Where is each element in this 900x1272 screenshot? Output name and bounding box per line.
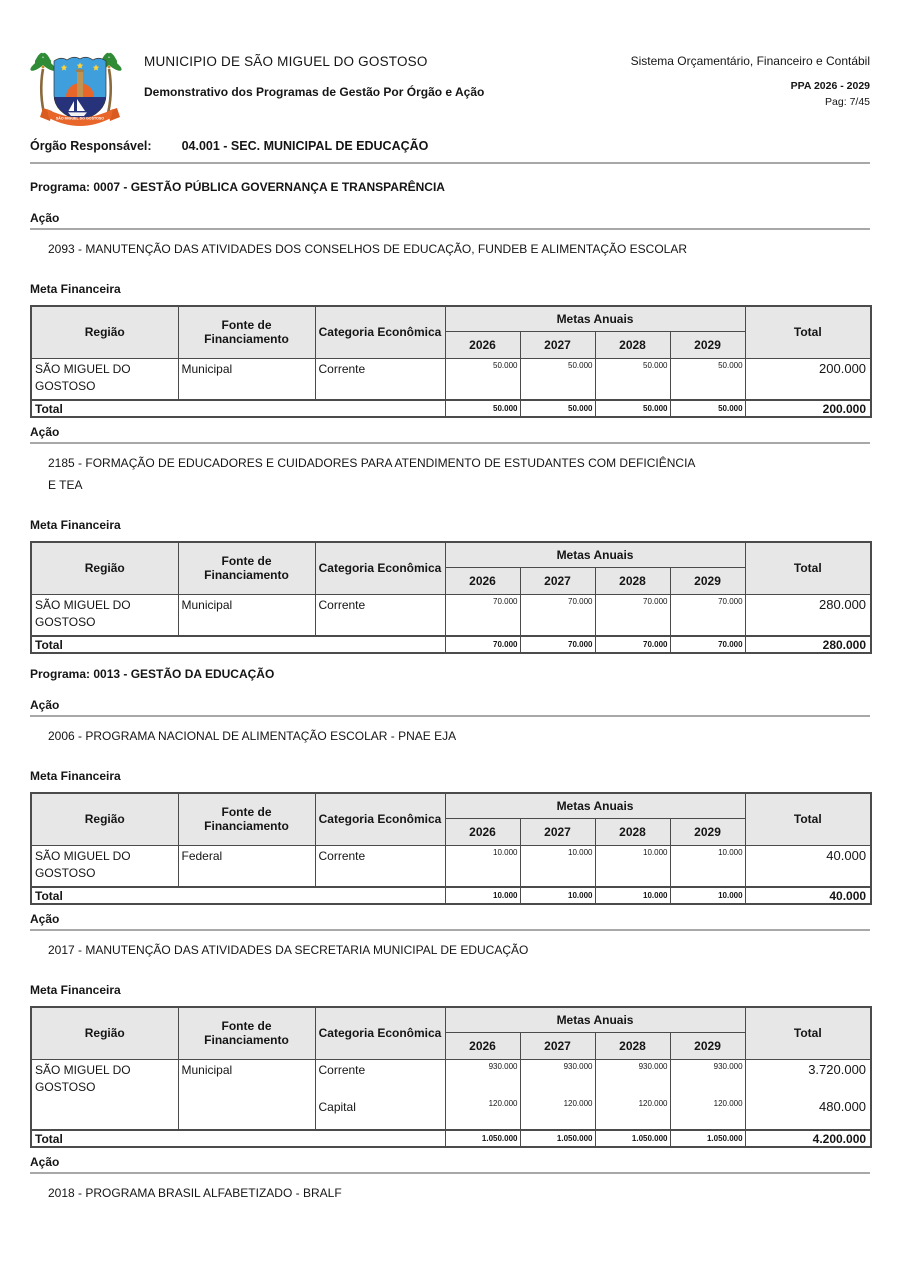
categoria-cell: Capital <box>315 1097 445 1130</box>
value-cell: 70.000 <box>670 594 745 636</box>
municipality-name: MUNICIPIO DE SÃO MIGUEL DO GOSTOSO <box>144 54 428 69</box>
meta-financeira-table <box>30 305 872 418</box>
acao-heading: Ação <box>30 425 60 439</box>
total-value-cell: 50.000 <box>520 400 595 417</box>
shield-icon <box>54 54 106 123</box>
value-cell: 50.000 <box>670 358 745 400</box>
col-header-metas-anuais: Metas Anuais <box>445 542 745 567</box>
total-value-cell: 50.000 <box>595 400 670 417</box>
categoria-cell: Corrente <box>315 594 445 636</box>
col-header-metas-anuais: Metas Anuais <box>445 1007 745 1032</box>
col-header-regiao: Região <box>31 1007 178 1059</box>
table-row <box>31 358 871 400</box>
organ-value: 04.001 - SEC. MUNICIPAL DE EDUCAÇÃO <box>181 139 429 153</box>
total-value-cell: 70.000 <box>670 636 745 653</box>
col-header-year: 2027 <box>520 567 595 594</box>
total-row <box>31 636 871 653</box>
categoria-cell: Corrente <box>315 358 445 400</box>
col-header-year: 2029 <box>670 567 745 594</box>
acao-heading: Ação <box>30 698 60 712</box>
value-cell: 70.000 <box>595 594 670 636</box>
total-value-cell: 70.000 <box>445 636 520 653</box>
acao-title: 2093 - MANUTENÇÃO DAS ATIVIDADES DOS CONSELHOS DE EDUCAÇÃO, FUNDEB E ALIMENTAÇÃO ESCOLAR <box>48 242 688 256</box>
col-header-year: 2029 <box>670 331 745 358</box>
grand-total-cell: 4.200.000 <box>745 1130 871 1147</box>
acao-heading: Ação <box>30 912 60 926</box>
table-row <box>31 845 871 887</box>
col-header-year: 2027 <box>520 1032 595 1059</box>
value-cell: 10.000 <box>445 845 520 887</box>
col-header-total: Total <box>745 306 871 358</box>
value-cell: 120.000 <box>445 1097 520 1130</box>
value-cell: 10.000 <box>670 845 745 887</box>
regiao-cell: SÃO MIGUEL DO GOSTOSO <box>31 358 178 400</box>
row-total-cell: 3.720.000 <box>745 1059 871 1097</box>
total-value-cell: 50.000 <box>670 400 745 417</box>
total-label: Total <box>31 400 445 417</box>
categoria-cell: Corrente <box>315 845 445 887</box>
header-titles <box>144 45 484 99</box>
grand-total-cell: 40.000 <box>745 887 871 904</box>
regiao-cell: SÃO MIGUEL DO GOSTOSO <box>31 594 178 636</box>
header-meta <box>631 45 870 108</box>
meta-financeira-table <box>30 792 872 905</box>
fonte-cell: Municipal <box>178 594 315 636</box>
value-cell: 10.000 <box>520 845 595 887</box>
row-total-cell: 480.000 <box>745 1097 871 1130</box>
col-header-total: Total <box>745 1007 871 1059</box>
value-cell: 50.000 <box>595 358 670 400</box>
value-cell: 930.000 <box>520 1059 595 1097</box>
report-title: Demonstrativo dos Programas de Gestão Por Órgão e Ação <box>144 85 485 99</box>
organ-label: Órgão Responsável: <box>30 139 152 153</box>
col-header-categoria: Categoria Econômica <box>315 1007 445 1059</box>
total-value-cell: 70.000 <box>520 636 595 653</box>
col-header-year: 2028 <box>595 1032 670 1059</box>
col-header-regiao: Região <box>31 793 178 845</box>
value-cell: 120.000 <box>595 1097 670 1130</box>
col-header-categoria: Categoria Econômica <box>315 542 445 594</box>
meta-financeira-label: Meta Financeira <box>30 282 121 296</box>
row-total-cell: 40.000 <box>745 845 871 887</box>
total-value-cell: 10.000 <box>595 887 670 904</box>
organ-row <box>30 139 870 153</box>
total-label: Total <box>31 887 445 904</box>
divider <box>30 162 870 164</box>
divider <box>30 929 870 931</box>
acao-title-line: E TEA <box>48 478 83 492</box>
palm-tree-icon <box>30 52 57 117</box>
col-header-categoria: Categoria Econômica <box>315 306 445 358</box>
fonte-cell: Municipal <box>178 1059 315 1130</box>
col-header-categoria: Categoria Econômica <box>315 793 445 845</box>
categoria-cell: Corrente <box>315 1059 445 1097</box>
acao-title-line: 2185 - FORMAÇÃO DE EDUCADORES E CUIDADORES PARA ATENDIMENTO DE ESTUDANTES COM DEFICIÊNCIA <box>48 456 696 470</box>
total-label: Total <box>31 1130 445 1147</box>
acao-title: 2006 - PROGRAMA NACIONAL DE ALIMENTAÇÃO ESCOLAR - PNAE EJA <box>48 729 457 743</box>
value-cell: 930.000 <box>670 1059 745 1097</box>
total-value-cell: 1.050.000 <box>445 1130 520 1147</box>
total-row <box>31 1130 871 1147</box>
col-header-year: 2027 <box>520 818 595 845</box>
value-cell: 930.000 <box>445 1059 520 1097</box>
divider <box>30 442 870 444</box>
grand-total-cell: 200.000 <box>745 400 871 417</box>
col-header-regiao: Região <box>31 542 178 594</box>
meta-financeira-label: Meta Financeira <box>30 769 121 783</box>
total-value-cell: 1.050.000 <box>670 1130 745 1147</box>
col-header-total: Total <box>745 793 871 845</box>
col-header-fonte: Fonte de Financiamento <box>178 306 315 358</box>
value-cell: 50.000 <box>445 358 520 400</box>
system-name: Sistema Orçamentário, Financeiro e Contábil <box>630 54 870 68</box>
col-header-year: 2028 <box>595 567 670 594</box>
grand-total-cell: 280.000 <box>745 636 871 653</box>
value-cell: 120.000 <box>520 1097 595 1130</box>
total-label: Total <box>31 636 445 653</box>
total-value-cell: 70.000 <box>595 636 670 653</box>
acao-heading: Ação <box>30 211 60 225</box>
meta-financeira-label: Meta Financeira <box>30 518 121 532</box>
col-header-total: Total <box>745 542 871 594</box>
col-header-year: 2029 <box>670 818 745 845</box>
meta-financeira-label: Meta Financeira <box>30 983 121 997</box>
value-cell: 10.000 <box>595 845 670 887</box>
acao-title <box>48 452 870 496</box>
regiao-cell: SÃO MIGUEL DO GOSTOSO <box>31 845 178 887</box>
regiao-cell: SÃO MIGUEL DO GOSTOSO <box>31 1059 178 1130</box>
row-total-cell: 200.000 <box>745 358 871 400</box>
value-cell: 70.000 <box>520 594 595 636</box>
divider <box>30 715 870 717</box>
fonte-cell: Federal <box>178 845 315 887</box>
value-cell: 930.000 <box>595 1059 670 1097</box>
page-header <box>30 45 870 127</box>
total-value-cell: 10.000 <box>445 887 520 904</box>
divider <box>30 228 870 230</box>
acao-heading: Ação <box>30 1155 60 1169</box>
col-header-fonte: Fonte de Financiamento <box>178 542 315 594</box>
divider <box>30 1172 870 1174</box>
col-header-fonte: Fonte de Financiamento <box>178 793 315 845</box>
logo-banner-text: SÃO MIGUEL DO GOSTOSO <box>55 116 105 121</box>
row-total-cell: 280.000 <box>745 594 871 636</box>
value-cell: 70.000 <box>445 594 520 636</box>
acao-title: 2018 - PROGRAMA BRASIL ALFABETIZADO - BRALF <box>48 1186 342 1200</box>
acao-title: 2017 - MANUTENÇÃO DAS ATIVIDADES DA SECRETARIA MUNICIPAL DE EDUCAÇÃO <box>48 943 529 957</box>
col-header-year: 2026 <box>445 567 520 594</box>
col-header-year: 2027 <box>520 331 595 358</box>
total-value-cell: 10.000 <box>520 887 595 904</box>
value-cell: 120.000 <box>670 1097 745 1130</box>
ppa-period: PPA 2026 - 2029 <box>790 80 870 92</box>
table-row <box>31 1059 871 1097</box>
col-header-year: 2029 <box>670 1032 745 1059</box>
total-value-cell: 10.000 <box>670 887 745 904</box>
total-value-cell: 50.000 <box>445 400 520 417</box>
col-header-year: 2026 <box>445 1032 520 1059</box>
programa-heading: Programa: 0013 - GESTÃO DA EDUCAÇÃO <box>30 667 275 681</box>
value-cell: 50.000 <box>520 358 595 400</box>
total-value-cell: 1.050.000 <box>595 1130 670 1147</box>
page-number: Pag: 7/45 <box>825 96 870 108</box>
col-header-year: 2028 <box>595 331 670 358</box>
col-header-year: 2026 <box>445 331 520 358</box>
col-header-year: 2028 <box>595 818 670 845</box>
meta-financeira-table <box>30 1006 872 1148</box>
municipal-coat-of-arms-logo <box>30 45 122 127</box>
programa-heading: Programa: 0007 - GESTÃO PÚBLICA GOVERNANÇA E TRANSPARÊNCIA <box>30 180 445 194</box>
total-row <box>31 887 871 904</box>
col-header-year: 2026 <box>445 818 520 845</box>
col-header-metas-anuais: Metas Anuais <box>445 793 745 818</box>
table-row <box>31 594 871 636</box>
meta-financeira-table <box>30 541 872 654</box>
total-value-cell: 1.050.000 <box>520 1130 595 1147</box>
col-header-fonte: Fonte de Financiamento <box>178 1007 315 1059</box>
total-row <box>31 400 871 417</box>
col-header-metas-anuais: Metas Anuais <box>445 306 745 331</box>
col-header-regiao: Região <box>31 306 178 358</box>
fonte-cell: Municipal <box>178 358 315 400</box>
